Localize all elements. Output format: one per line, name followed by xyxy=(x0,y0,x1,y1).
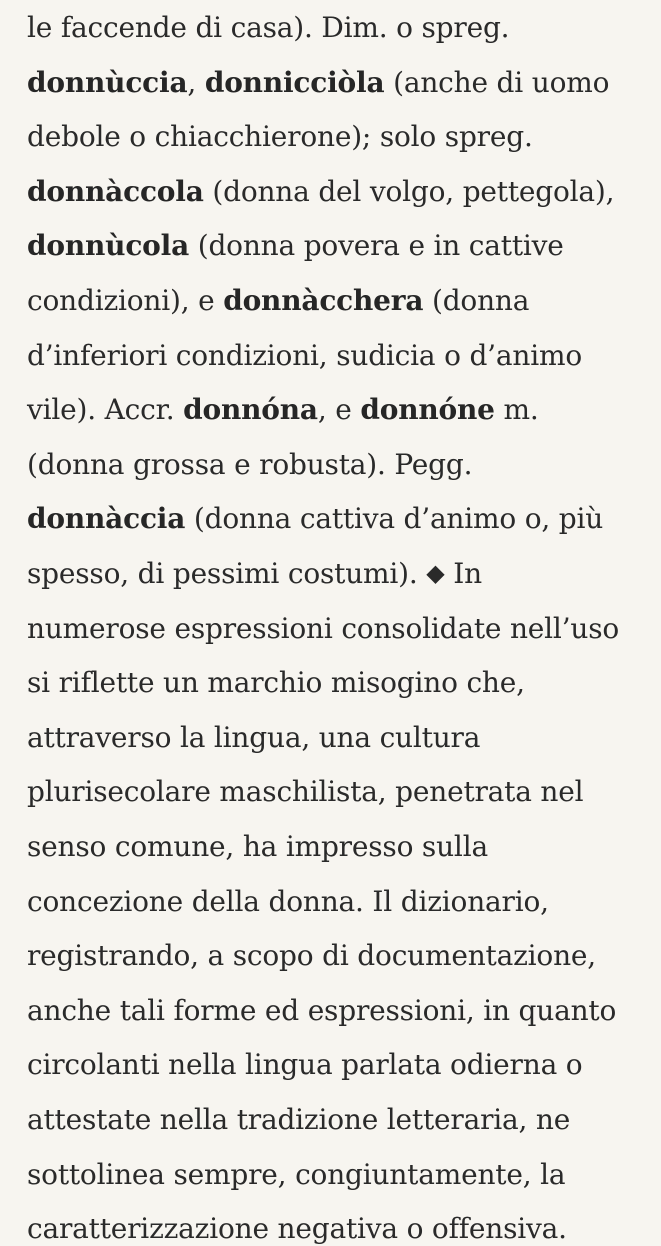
text-line xyxy=(27,502,603,536)
text-line xyxy=(27,1158,565,1192)
text-segment: registrando, a scopo di documentazione, xyxy=(27,939,596,973)
headword: donnùcola xyxy=(27,229,190,263)
text-line xyxy=(27,721,480,755)
text-line xyxy=(27,666,525,700)
text-segment: attraverso la lingua, una cultura xyxy=(27,720,481,754)
diamond-icon: ◆ xyxy=(426,559,445,587)
text-segment: d’inferiori condizioni, sudicia o d’animo xyxy=(27,338,582,372)
text-line xyxy=(27,175,614,209)
text-line xyxy=(27,11,509,45)
text-line xyxy=(27,1103,570,1137)
text-line xyxy=(27,830,488,864)
text-line xyxy=(27,120,533,154)
headword: donnùccia xyxy=(27,65,188,99)
text-line xyxy=(27,284,529,318)
text-segment: (donna cattiva d’animo o, più xyxy=(185,502,604,536)
text-line xyxy=(27,1048,582,1082)
text-segment: attestate nella tradizione letteraria, ne xyxy=(27,1103,571,1136)
text-line xyxy=(27,994,616,1028)
text-line xyxy=(27,775,583,809)
text-segment: In xyxy=(444,557,482,590)
text-segment: si riflette un marchio misogino che, xyxy=(27,666,525,700)
headword: donnàccola xyxy=(27,174,204,208)
headword: donnóne xyxy=(360,393,495,427)
text-segment: (anche di uomo xyxy=(384,65,610,99)
text-line xyxy=(27,229,564,263)
text-segment: circolanti nella lingua parlata odierna o xyxy=(27,1048,583,1082)
text-segment: spesso, di pessimi costumi). xyxy=(27,557,427,590)
text-line xyxy=(27,885,549,919)
headword: donnàccia xyxy=(27,502,186,536)
text-line xyxy=(27,939,596,973)
text-segment: condizioni), e xyxy=(27,284,224,317)
text-segment: sottolinea sempre, congiuntamente, la xyxy=(27,1157,566,1191)
text-line xyxy=(27,66,609,100)
text-segment: senso comune, ha impresso sulla xyxy=(27,830,488,863)
text-line xyxy=(27,339,582,373)
headword: donnicciòla xyxy=(204,65,385,99)
text-line xyxy=(27,1212,567,1246)
text-segment: (donna grossa e robusta). Pegg. xyxy=(27,447,473,481)
text-segment: anche tali forme ed espressioni, in quanto xyxy=(27,993,617,1027)
text-segment: le faccende di casa). Dim. o spreg. xyxy=(27,11,510,44)
text-segment: caratterizzazione negativa o offensiva. xyxy=(27,1212,567,1246)
text-segment: plurisecolare maschilista, penetrata nel xyxy=(27,775,584,809)
text-segment: vile). Accr. xyxy=(27,393,184,427)
text-segment: , xyxy=(187,65,205,99)
text-segment: m. xyxy=(494,393,539,427)
text-segment: concezione della donna. Il dizionario, xyxy=(27,884,549,918)
text-line xyxy=(27,612,619,646)
text-segment: (donna del volgo, pettegola), xyxy=(203,174,615,208)
text-line xyxy=(27,557,482,591)
text-segment: (donna povera e in cattive xyxy=(189,229,564,263)
text-segment: , e xyxy=(317,393,361,427)
text-segment: numerose espressioni consolidate nell’uso xyxy=(27,611,620,645)
headword: donnóna xyxy=(183,393,318,427)
headword: donnàcchera xyxy=(223,284,424,317)
text-segment: (donna xyxy=(423,284,530,317)
text-line xyxy=(27,448,472,482)
text-segment: debole o chiacchierone); solo spreg. xyxy=(27,120,533,154)
text-line xyxy=(27,393,539,427)
